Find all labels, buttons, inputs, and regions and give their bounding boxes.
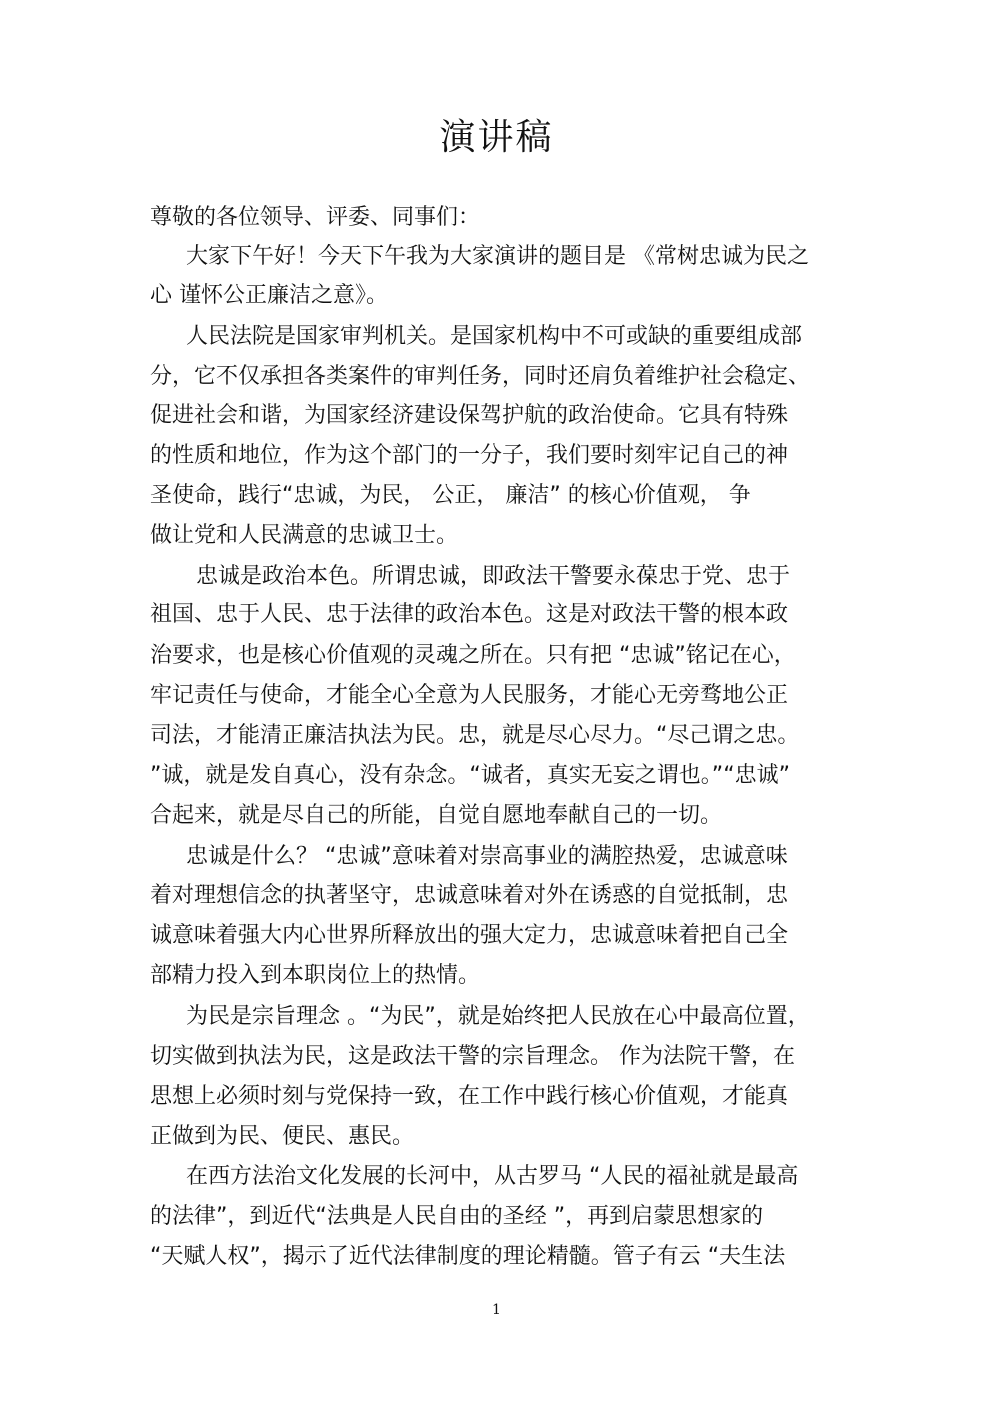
text-line: 分，它不仅承担各类案件的审判任务，同时还肩负着维护社会稳定、 [150,364,811,389]
text-line: 司法，才能清正廉洁执法为民。忠，就是尽心尽力。“尽己谓之忠。 [150,723,800,748]
text-line: 合起来，就是尽自己的所能，自觉自愿地奉献自己的一切。 [150,803,723,828]
text-line: 的法律”，到近代“法典是人民自由的圣经 ”，再到启蒙思想家的 [150,1204,764,1229]
document-title: 演讲稿 [439,117,554,158]
text-line: “天赋人权”，揭示了近代法律制度的理论精髓。管子有云 “夫生法 [150,1244,786,1269]
text-line: 圣使命，践行“忠诚，为民， 公正， 廉洁” 的核心价值观， 争 [150,483,751,508]
text-line: 祖国、忠于人民、忠于法律的政治本色。这是对政法干警的根本政 [150,602,789,627]
text-line: 心 谨怀公正廉洁之意》。 [150,283,388,308]
text-line: 为民是宗旨理念 。“为民”，就是始终把人民放在心中最高位置， [186,1004,810,1029]
text-line: 大家下午好！今天下午我为大家演讲的题目是 《常树忠诚为民之 [186,244,809,269]
text-line: 在西方法治文化发展的长河中，从古罗马 “人民的福祉就是最高 [186,1164,799,1189]
text-line: 忠诚是政治本色。所谓忠诚，即政法干警要永葆忠于党、忠于 [196,564,791,589]
text-line: 切实做到执法为民，这是政法干警的宗旨理念。 作为法院干警，在 [150,1044,795,1069]
text-line: 做让党和人民满意的忠诚卫士。 [150,523,459,548]
text-line: 着对理想信念的执著坚守，忠诚意味着对外在诱惑的自觉抵制，忠 [150,883,789,908]
text-line: 部精力投入到本职岗位上的热情。 [150,963,481,988]
salutation-line: 尊敬的各位领导、评委、同事们： [150,205,481,230]
text-line: 治要求，也是核心价值观的灵魂之所在。只有把 “忠诚”铭记在心， [150,643,796,668]
text-line: 诚意味着强大内心世界所释放出的强大定力，忠诚意味着把自己全 [150,923,789,948]
text-line: 忠诚是什么？ “忠诚”意味着对崇高事业的满腔热爱，忠诚意味 [186,844,788,869]
text-line: 促进社会和谐，为国家经济建设保驾护航的政治使命。它具有特殊 [150,403,789,428]
text-line: 人民法院是国家审判机关。是国家机构中不可或缺的重要组成部 [186,324,803,349]
text-line: ”诚，就是发自真心，没有杂念。“诚者，真实无妄之谓也。”“忠诚” [150,763,790,788]
text-line: 的性质和地位，作为这个部门的一分子，我们要时刻牢记自己的神 [150,443,789,468]
text-line: 牢记责任与使命，才能全心全意为人民服务，才能心无旁骛地公正 [150,683,789,708]
page-number: 1 [492,1302,501,1318]
text-line: 正做到为民、便民、惠民。 [150,1124,415,1149]
text-line: 思想上必须时刻与党保持一致，在工作中践行核心价值观，才能真 [150,1084,789,1109]
